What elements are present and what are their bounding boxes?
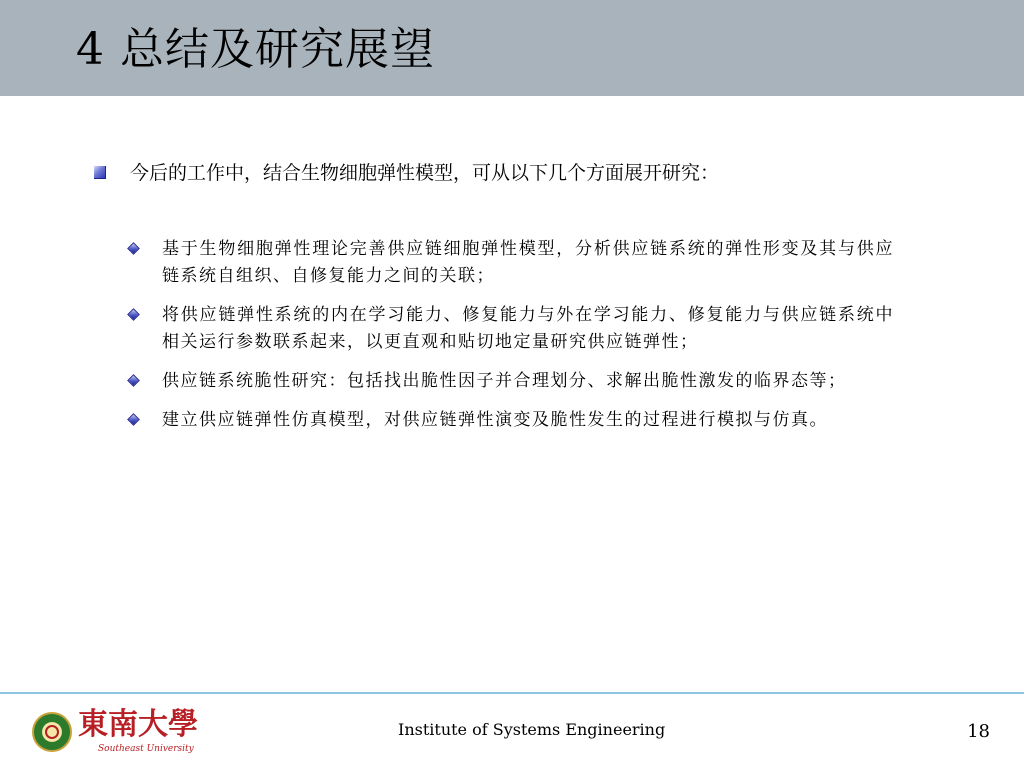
lead-paragraph — [94, 158, 974, 190]
slide-title: 4 总结及研究展望 — [76, 24, 435, 75]
diamond-bullet-icon — [127, 308, 140, 321]
institute-label: Institute of Systems Engineering — [398, 720, 666, 739]
university-logo-name: 東南大學 — [78, 707, 198, 742]
list-item-text: 基于生物细胞弹性理论完善供应链细胞弹性模型，分析供应链系统的弹性形变及其与供应链系统自组织、自修复能力之间的关联； — [162, 239, 894, 286]
list-item — [124, 236, 894, 290]
list-item-text: 建立供应链弹性仿真模型，对供应链弹性演变及脆性发生的过程进行模拟与仿真。 — [162, 410, 828, 430]
university-logo-subtitle: Southeast University — [98, 744, 194, 754]
diamond-bullet-icon — [127, 413, 140, 426]
university-seal-icon — [32, 712, 72, 752]
square-bullet-icon — [94, 166, 106, 179]
title-bar — [0, 0, 1024, 96]
bullet-list — [124, 236, 894, 446]
list-item-text: 供应链系统脆性研究：包括找出脆性因子并合理划分、求解出脆性激发的临界态等； — [162, 371, 847, 391]
diamond-bullet-icon — [127, 374, 140, 387]
seal-center-icon — [45, 725, 59, 739]
diamond-bullet-icon — [127, 242, 140, 255]
list-item — [124, 302, 894, 356]
list-item — [124, 368, 894, 395]
lead-text: 今后的工作中，结合生物细胞弹性模型，可从以下几个方面展开研究： — [130, 162, 720, 184]
page-number: 18 — [967, 721, 990, 742]
list-item-text: 将供应链弹性系统的内在学习能力、修复能力与外在学习能力、修复能力与供应链系统中相关运行参数联系起来，以更直观和贴切地定量研究供应链弹性； — [162, 305, 894, 352]
list-item — [124, 407, 894, 434]
footer-divider — [0, 692, 1024, 694]
